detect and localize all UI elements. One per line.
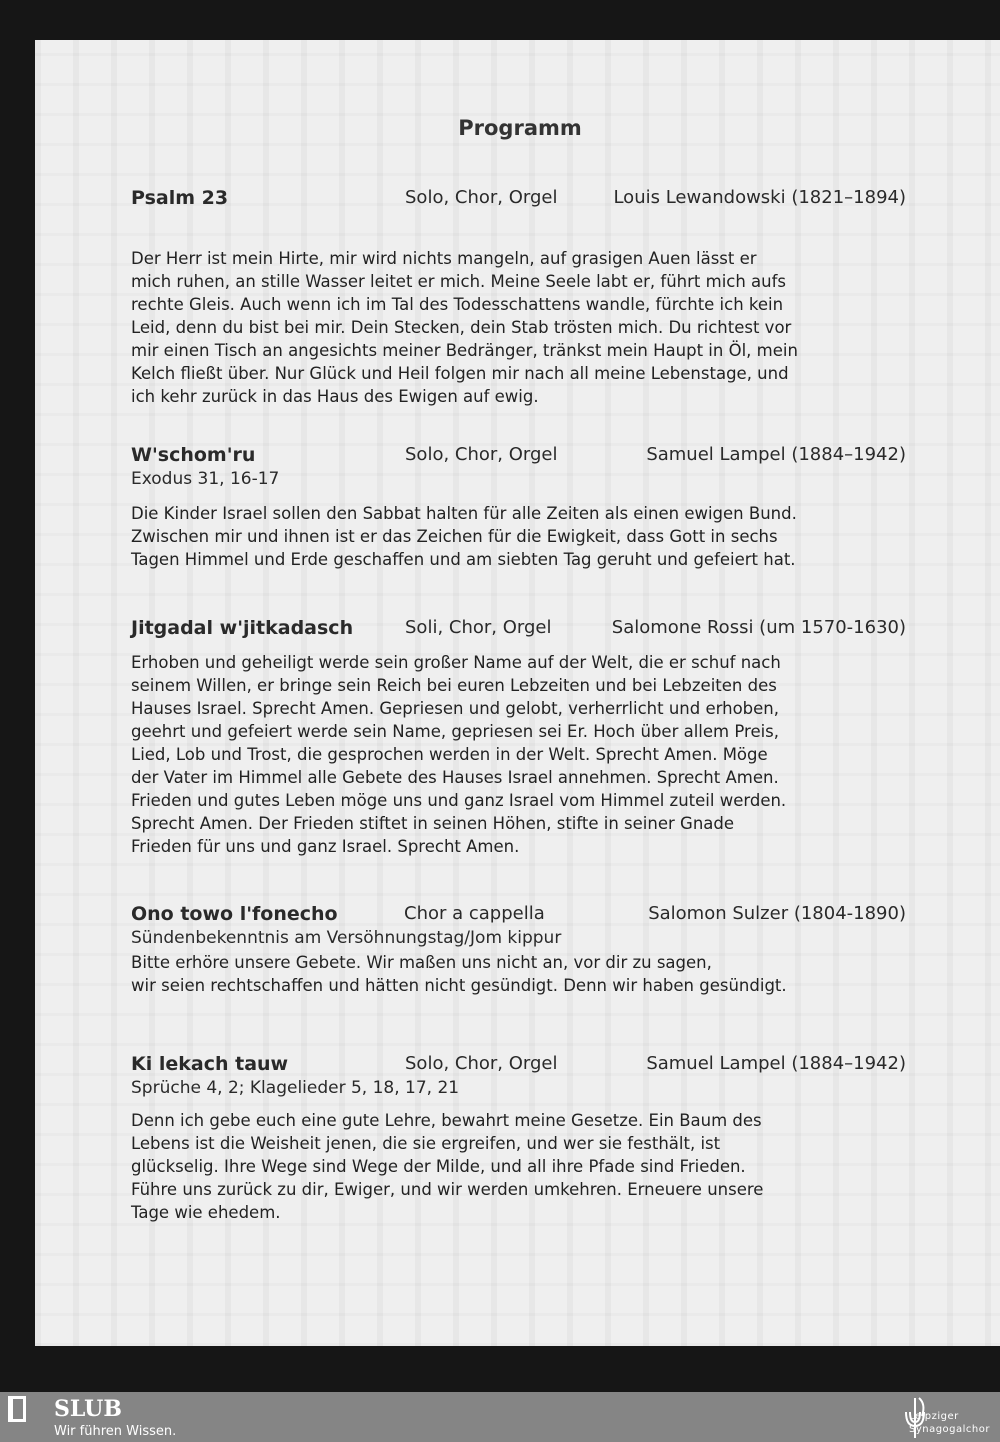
partner-line1: Leipziger [908, 1411, 959, 1422]
text-line: Lebens ist die Weisheit jenen, die sie ergreifen, und wer sie festhält, ist [131, 1134, 721, 1153]
item-header [131, 617, 906, 641]
partner-line2: Synagogalchor [908, 1424, 990, 1435]
text-line: ich kehr zurück in das Haus des Ewigen auf ewig. [131, 387, 539, 406]
slub-logo[interactable]: SLUB [54, 1396, 122, 1422]
piece-source: Sprüche 4, 2; Klagelieder 5, 18, 17, 21 [131, 1078, 460, 1098]
text-line: Frieden für uns und ganz Israel. Sprecht Amen. [131, 837, 520, 856]
page-title: Programm [458, 116, 582, 140]
piece-voices: Chor a cappella [404, 903, 545, 924]
piece-title: Psalm 23 [131, 187, 229, 209]
piece-composer: Louis Lewandowski (1821–1894) [613, 187, 906, 208]
program-item [131, 444, 906, 571]
text-line: Die Kinder Israel sollen den Sabbat halten für alle Zeiten als einen ewigen Bund. [131, 504, 797, 523]
footer-bar [0, 1392, 1000, 1442]
text-line: Der Herr ist mein Hirte, mir wird nichts mangeln, auf grasigen Auen lässt er [131, 249, 757, 268]
slub-book-icon [8, 1396, 26, 1422]
text-line: Tage wie ehedem. [131, 1203, 281, 1222]
item-header [131, 444, 906, 468]
piece-text [131, 651, 906, 858]
piece-composer: Salomon Sulzer (1804-1890) [648, 903, 906, 924]
slub-tagline: Wir führen Wissen. [54, 1424, 177, 1439]
piece-text [131, 951, 906, 997]
text-line: rechte Gleis. Auch wenn ich im Tal des Todesschattens wandle, fürchte ich kein [131, 295, 784, 314]
program-item [131, 903, 906, 997]
text-line: Lied, Lob und Trost, die gesprochen werden in der Welt. Sprecht Amen. Möge [131, 745, 768, 764]
text-line: seinem Willen, er bringe sein Reich bei euren Lebzeiten und bei Lebzeiten des [131, 676, 777, 695]
text-line: Denn ich gebe euch eine gute Lehre, bewahrt meine Gesetze. Ein Baum des [131, 1111, 762, 1130]
piece-voices: Solo, Chor, Orgel [405, 444, 558, 465]
item-header [131, 903, 906, 927]
piece-title: Jitgadal w'jitkadasch [131, 617, 354, 639]
piece-title: Ki lekach tauw [131, 1053, 289, 1075]
piece-text [131, 1109, 906, 1224]
program-item [131, 1053, 906, 1224]
text-line: glückselig. Ihre Wege sind Wege der Milde, und all ihre Pfade sind Frieden. [131, 1157, 746, 1176]
program-item [131, 187, 906, 408]
text-line: Führe uns zurück zu dir, Ewiger, und wir werden umkehren. Erneuere unsere [131, 1180, 764, 1199]
piece-text [131, 247, 906, 408]
text-line: Zwischen mir und ihnen ist er das Zeichen für die Ewigkeit, dass Gott in sechs [131, 527, 778, 546]
text-line: der Vater im Himmel alle Gebete des Hauses Israel annehmen. Sprecht Amen. [131, 768, 779, 787]
partner-logo[interactable] [909, 1410, 990, 1436]
text-line: Leid, denn du bist bei mir. Dein Stecken, dein Stab trösten mich. Du richtest vor [131, 318, 792, 337]
text-line: wir seien rechtschaffen und hätten nicht gesündigt. Denn wir haben gesündigt. [131, 976, 787, 995]
piece-text [131, 502, 906, 571]
piece-source: Sündenbekenntnis am Versöhnungstag/Jom kippur [131, 928, 562, 948]
program-item [131, 617, 906, 858]
piece-composer: Samuel Lampel (1884–1942) [646, 444, 906, 465]
text-line: geehrt und gefeiert werde sein Name, gepriesen sei Er. Hoch über allem Preis, [131, 722, 780, 741]
piece-title: W'schom'ru [131, 444, 256, 466]
text-line: Erhoben und geheiligt werde sein großer Name auf der Welt, die er schuf nach [131, 653, 781, 672]
text-line: Bitte erhöre unsere Gebete. Wir maßen uns nicht an, vor dir zu sagen, [131, 953, 712, 972]
item-header [131, 187, 906, 211]
text-line: Frieden und gutes Leben möge uns und ganz Israel vom Himmel zuteil werden. [131, 791, 787, 810]
piece-voices: Solo, Chor, Orgel [405, 187, 558, 208]
text-line: mich ruhen, an stille Wasser leitet er mich. Meine Seele labt er, führt mich aufs [131, 272, 787, 291]
text-line: Kelch fließt über. Nur Glück und Heil folgen mir nach all meine Lebenstage, und [131, 364, 789, 383]
text-line: Hauses Israel. Sprecht Amen. Gepriesen und gelobt, verherrlicht und erhoben, [131, 699, 779, 718]
text-line: mir einen Tisch an angesichts meiner Bedränger, tränkst mein Haupt in Öl, mein [131, 341, 798, 360]
piece-source: Exodus 31, 16-17 [131, 469, 280, 489]
text-line: Sprecht Amen. Der Frieden stiftet in seinen Höhen, stifte in seiner Gnade [131, 814, 735, 833]
item-header [131, 1053, 906, 1077]
piece-title: Ono towo l'fonecho [131, 903, 338, 925]
piece-voices: Soli, Chor, Orgel [405, 617, 552, 638]
piece-voices: Solo, Chor, Orgel [405, 1053, 558, 1074]
text-line: Tagen Himmel und Erde geschaffen und am siebten Tag geruht und gefeiert hat. [131, 550, 796, 569]
piece-composer: Samuel Lampel (1884–1942) [646, 1053, 906, 1074]
piece-composer: Salomone Rossi (um 1570-1630) [611, 617, 906, 638]
